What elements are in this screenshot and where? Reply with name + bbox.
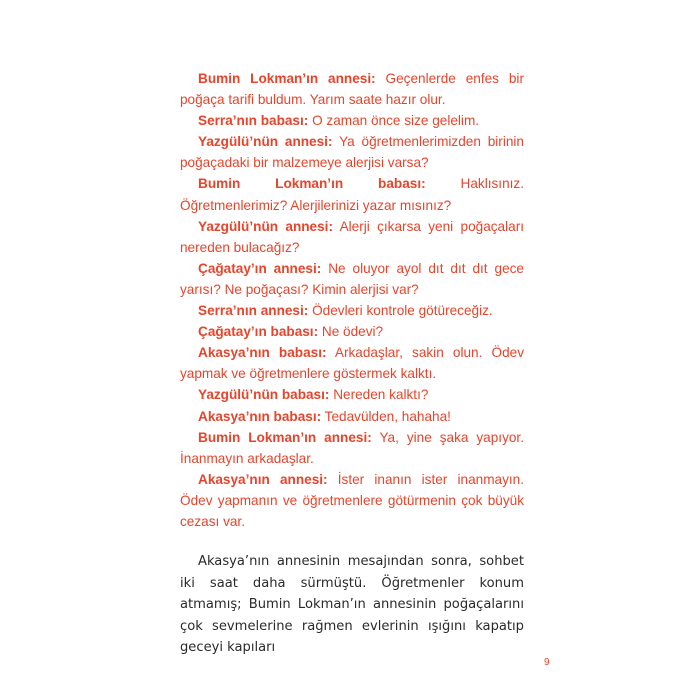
speaker-name: Akasya’nın babası: bbox=[198, 408, 322, 424]
dialogue-text: Nereden kalktı? bbox=[329, 387, 429, 403]
dialogue-text: Arkadaşlar, sakin olun. Ödev yapmak ve öğretmenlere göstermek kalktı. bbox=[180, 345, 525, 382]
speaker-name: Çağatay’ın annesi: bbox=[198, 260, 322, 276]
dialogue-line bbox=[180, 68, 524, 110]
dialogue-block bbox=[180, 68, 524, 532]
dialogue-text: O zaman önce size gelelim. bbox=[308, 113, 480, 129]
dialogue-line bbox=[180, 427, 524, 469]
dialogue-text: Ya, yine şaka yapıyor. İnanmayın arkadaşlar. bbox=[180, 429, 524, 466]
speaker-name: Çağatay’ın babası: bbox=[198, 324, 319, 340]
dialogue-text: Ne ödevi? bbox=[318, 324, 384, 340]
dialogue-text: İster inanın ister inanmayın. Ödev yapmanın ve öğretmenlere götürmenin çok büyük cezası var. bbox=[180, 471, 524, 529]
dialogue-line bbox=[180, 258, 524, 300]
dialogue-text: Geçenlerde enfes bir poğaça tarifi buldum. Yarım saate hazır olur. bbox=[180, 71, 524, 108]
speaker-name: Akasya’nın babası: bbox=[198, 345, 327, 361]
dialogue-text: Ödevleri kontrole götüreceğiz. bbox=[308, 303, 493, 319]
speaker-name: Bumin Lokman’ın annesi: bbox=[198, 71, 376, 86]
dialogue-text: Tedavülden, hahaha! bbox=[321, 408, 451, 424]
speaker-name: Akasya’nın annesi: bbox=[198, 471, 328, 487]
speaker-name: Yazgülü’nün annesi: bbox=[198, 218, 333, 234]
dialogue-line bbox=[180, 384, 524, 405]
dialogue-line bbox=[180, 173, 524, 215]
dialogue-line bbox=[180, 406, 524, 427]
speaker-name: Yazgülü’nün annesi: bbox=[198, 134, 333, 150]
dialogue-line bbox=[180, 110, 524, 131]
page-number: 9 bbox=[544, 657, 550, 668]
dialogue-line bbox=[180, 216, 524, 258]
dialogue-line bbox=[180, 131, 524, 173]
dialogue-line bbox=[180, 342, 524, 384]
speaker-name: Serra’nın babası: bbox=[198, 113, 309, 129]
narrative-paragraph: Akasya’nın annesinin mesajından sonra, sohbet iki saat daha sürmüştü. Öğretmenler konum atmamış; Bumin Lokman’ın annesinin poğaçalarını çok sevmelerine rağmen evlerinin ışığını kapatıp geceyi kapıları bbox=[180, 554, 524, 656]
dialogue-text: Ne oluyor ayol dıt dıt dıt gece yarısı? Ne poğaçası? Kimin alerjisi var? bbox=[180, 260, 524, 297]
dialogue-line bbox=[180, 300, 524, 321]
speaker-name: Serra’nın annesi: bbox=[198, 303, 309, 319]
dialogue-text: Ya öğretmenlerimizden birinin poğaçadaki bir malzemeye alerjisi varsa? bbox=[180, 134, 524, 171]
speaker-name: Bumin Lokman’ın annesi: bbox=[198, 429, 372, 445]
dialogue-text: Alerji çıkarsa yeni poğaçaları nereden bulacağız? bbox=[180, 218, 525, 255]
dialogue-text: Haklısınız. Öğretmenlerimiz? Alerjilerinizi yazar mısınız? bbox=[180, 176, 524, 213]
speaker-name: Yazgülü’nün babası: bbox=[198, 387, 330, 403]
dialogue-line bbox=[180, 321, 524, 342]
dialogue-line bbox=[180, 469, 524, 532]
speaker-name: Bumin Lokman’ın babası: bbox=[198, 176, 426, 192]
